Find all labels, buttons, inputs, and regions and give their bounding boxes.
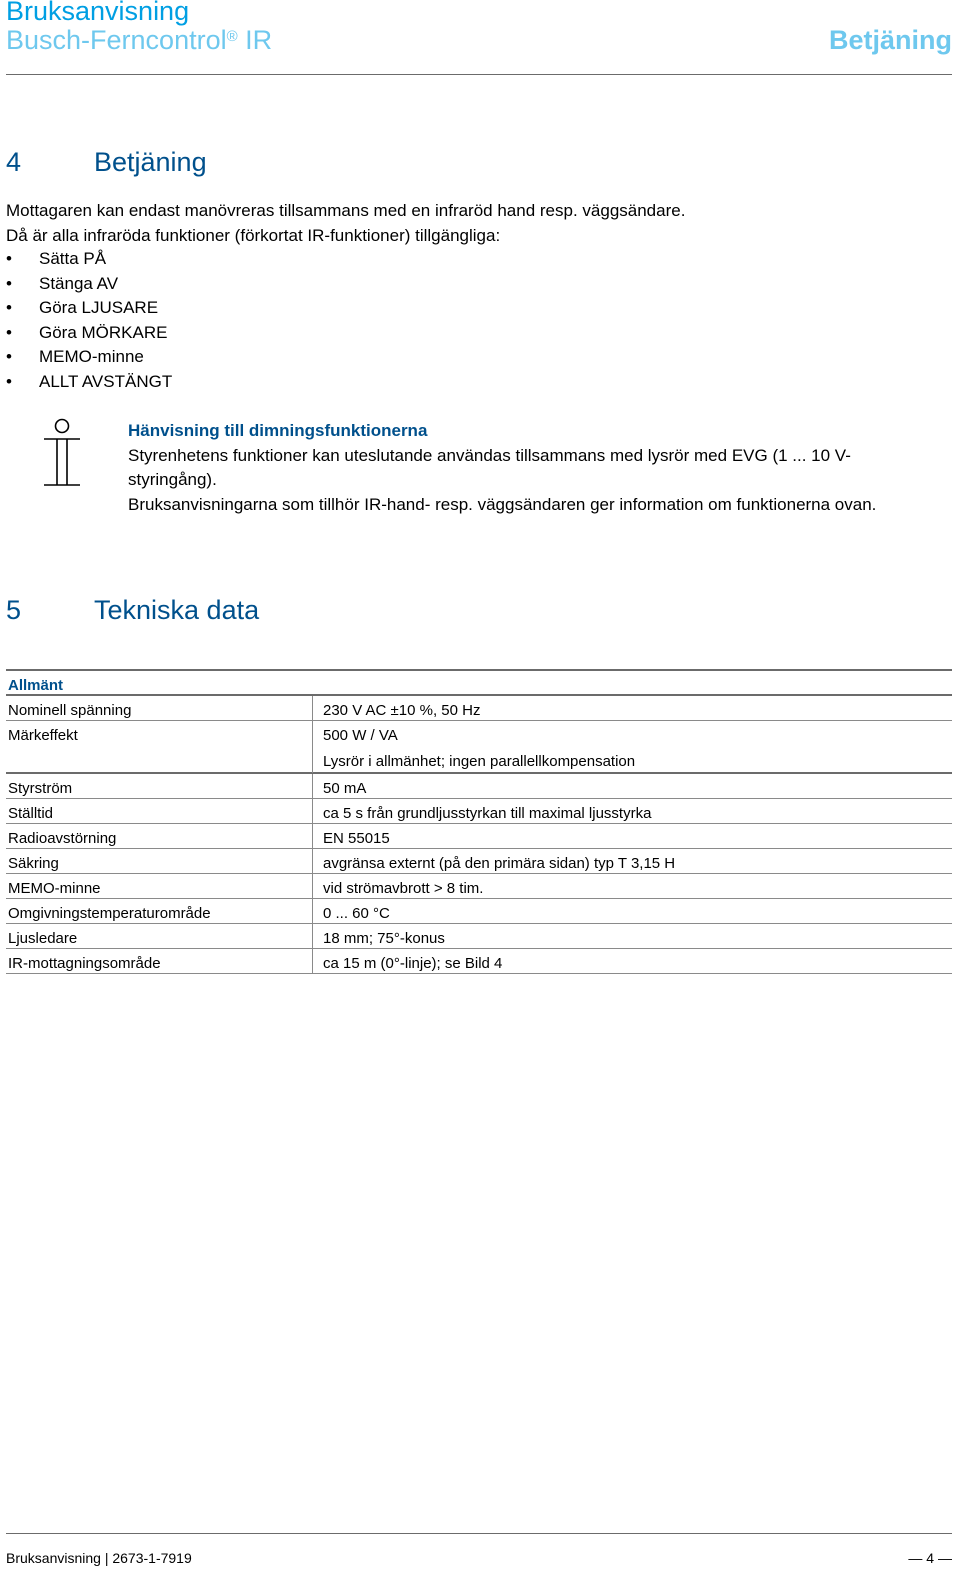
table-row [6,899,952,924]
bullet: • [6,371,12,391]
row-label: Radioavstörning [8,830,117,847]
intro-line-1: Mottagaren kan endast manövreras tillsammans med en infraröd hand resp. väggsändare. [6,201,686,220]
row-value: ca 5 s från grundljusstyrkan till maximal ljusstyrka [323,805,652,822]
list-item [6,345,172,370]
row-label: Säkring [8,855,59,872]
note-title: Hänvisning till dimningsfunktionerna [128,421,428,440]
list-item-label: Göra LJUSARE [39,298,159,317]
list-item [6,247,172,272]
list-item [6,321,172,346]
note-text-2: Bruksanvisningarna som tillhör IR-hand- resp. väggsändaren ger information om funktionerna ovan. [128,494,877,514]
document-subtitle [6,25,272,55]
table-row [6,924,952,949]
row-value: vid strömavbrott > 8 tim. [323,880,484,897]
page-header [6,0,952,75]
row-label: Ställtid [8,805,54,822]
note-text-1: Styrenhetens funktioner kan uteslutande användas tillsammans med lysrör med EVG (1 ... 10 V-styringång). [128,445,851,489]
list-item [6,272,172,297]
row-label: Omgivningstemperaturområde [8,905,211,922]
section-4-number: 4 [6,147,22,177]
table-row [6,849,952,874]
table-row [6,799,952,824]
row-value-cell [312,774,952,798]
bullet: • [6,322,12,342]
row-label: MEMO-minne [8,880,101,897]
bullet: • [6,298,12,317]
bullet: • [6,347,12,366]
table-heading: Allmänt [6,671,952,696]
section-5-title: Tekniska data [94,595,260,625]
row-label: Märkeffekt [8,727,78,744]
row-value: ca 15 m (0°-linje); se Bild 4 [323,955,503,972]
row-value-cell [312,824,952,848]
list-item [6,370,172,395]
row-value-cell [312,949,952,973]
row-value: 0 ... 60 °C [323,905,390,922]
row-value-cell [312,849,952,873]
table-row [6,696,952,721]
row-label: Nominell spänning [8,702,132,719]
registered-mark: ® [226,28,238,45]
row-value: 18 mm; 75°-konus [323,930,445,947]
section-4-intro [6,199,946,248]
footer-document-id: Bruksanvisning | 2673-1-7919 [6,1550,192,1566]
list-item-label: MEMO-minne [39,347,144,366]
row-value: 50 mA [323,780,367,797]
page-footer [6,1533,952,1566]
dimming-note [128,419,938,517]
table-row [6,774,952,799]
function-list [6,247,172,394]
bullet: • [6,249,12,268]
row-value: 500 W / VA [323,727,398,744]
row-value-cell [312,924,952,948]
table-row [6,721,952,774]
bullet: • [6,273,12,293]
table-row [6,874,952,899]
row-value-cell [312,721,952,773]
row-value-cell [312,874,952,898]
row-label: Styrström [8,780,73,797]
info-icon [42,418,82,490]
list-item-label: Göra MÖRKARE [39,322,168,342]
technical-data-table [6,669,952,974]
list-item-label: Stänga AV [39,273,119,293]
page-number: — 4 — [908,1550,952,1566]
row-value-cell [312,899,952,923]
section-4-title: Betjäning [94,147,207,177]
row-value: avgränsa externt (på den primära sidan) typ T 3,15 H [323,855,676,872]
row-value: EN 55015 [323,830,390,847]
row-value-cell [312,799,952,823]
row-value-cell [312,696,952,721]
intro-line-2: Då är alla infraröda funktioner (förkortat IR-funktioner) tillgängliga: [6,225,501,245]
table-row [6,949,952,974]
list-item [6,296,172,321]
list-item-label: Sätta PÅ [39,249,107,268]
row-label: IR-mottagningsområde [8,955,161,972]
row-value-detail: Lysrör i allmänhet; ingen parallellkompensation [323,753,636,770]
row-value: 230 V AC ±10 %, 50 Hz [323,702,481,719]
list-item-label: ALLT AVSTÄNGT [39,371,173,391]
header-section-name: Betjäning [828,25,952,55]
row-label: Ljusledare [8,930,78,947]
document-title: Bruksanvisning [6,0,190,26]
table-row [6,824,952,849]
section-5-number: 5 [6,595,22,625]
product-suffix: IR [245,25,273,55]
product-name: Busch-Ferncontrol [6,25,227,55]
